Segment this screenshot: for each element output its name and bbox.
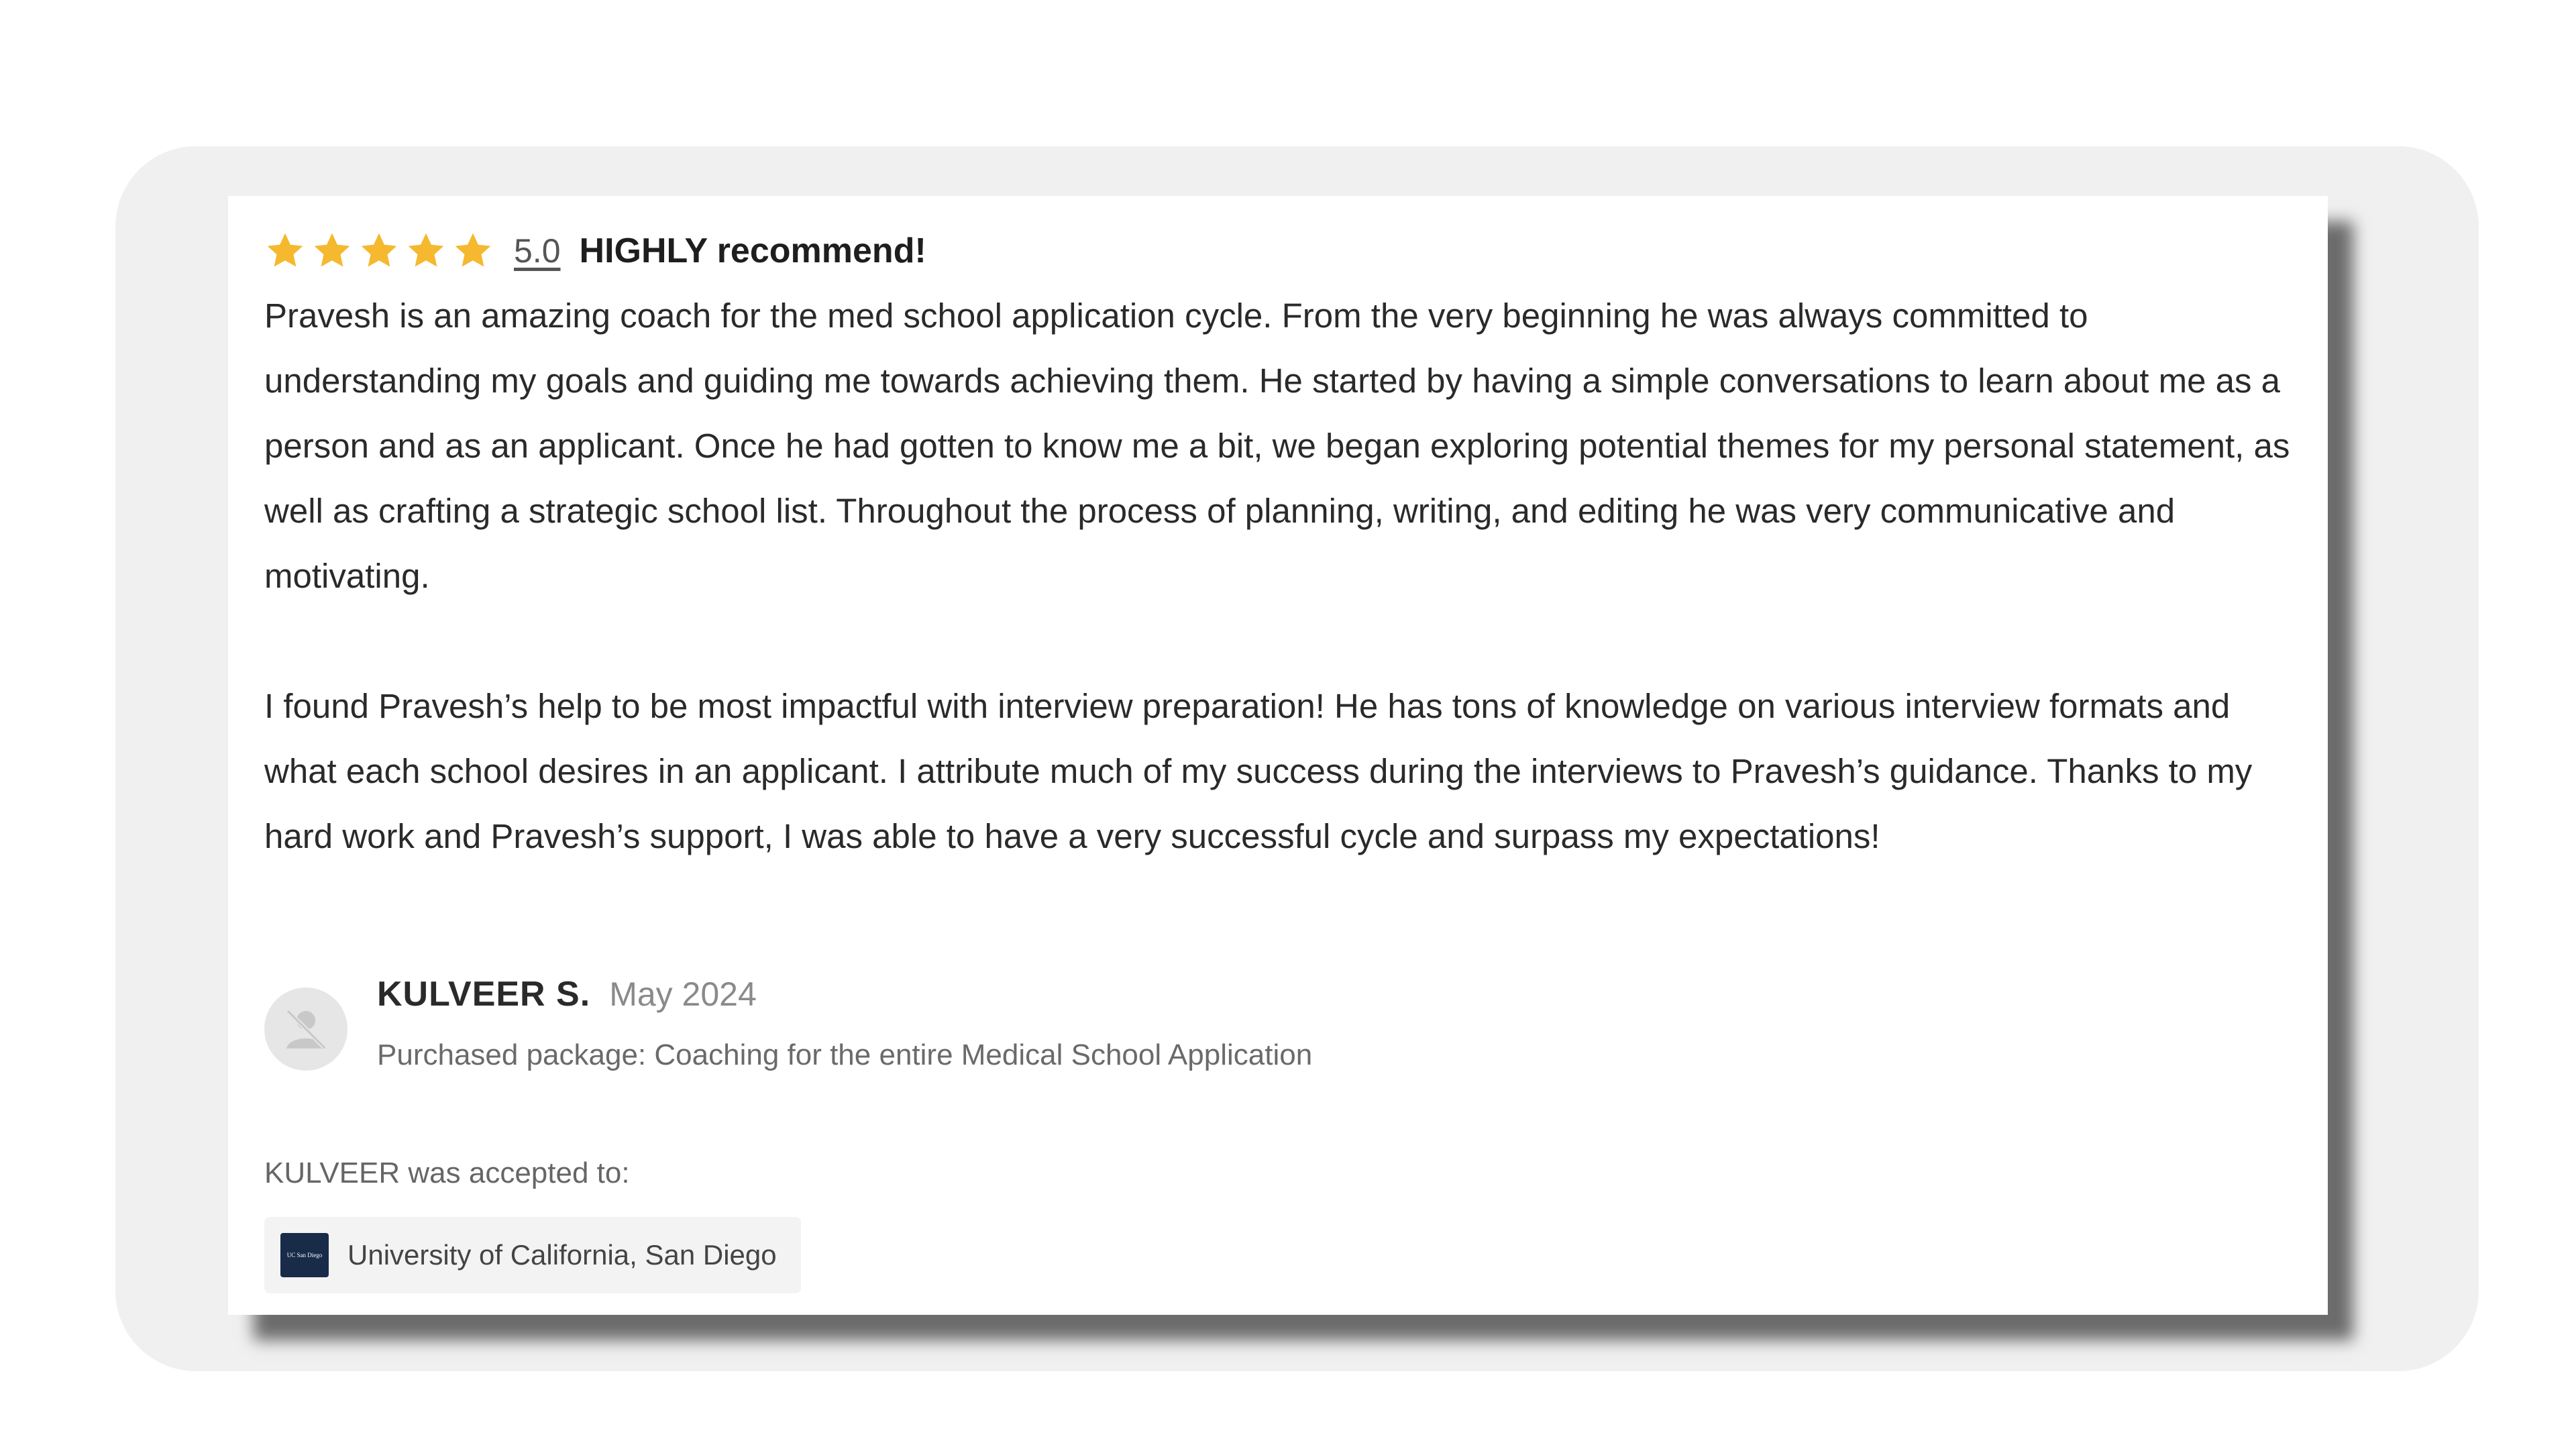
review-paragraph: I found Pravesh’s help to be most impactful with interview preparation! He has tons of knowledge on various interview formats and what each school desires in an applicant. I attribute much of my success during the interviews to Pravesh’s guidance. Thanks to my hard work and Pravesh’s support, I was able to have a very successful cycle and surpass my expectations!	[264, 687, 2253, 855]
star-icon	[358, 230, 400, 272]
star-rating	[264, 230, 494, 272]
school-name: University of California, San Diego	[347, 1239, 777, 1271]
rating-row	[264, 223, 2292, 279]
review-card	[228, 196, 2328, 1315]
review-author	[264, 974, 1312, 1072]
review-date: May 2024	[609, 975, 757, 1013]
star-icon	[311, 230, 353, 272]
star-icon	[264, 230, 306, 272]
school-logo-icon: UC San Diego	[280, 1233, 329, 1277]
author-info	[377, 974, 1312, 1072]
author-name: KULVEER S.	[377, 975, 591, 1014]
star-icon	[405, 230, 447, 272]
review-body	[264, 283, 2292, 869]
user-placeholder-icon	[277, 1000, 335, 1058]
avatar	[264, 987, 347, 1071]
accepted-label: KULVEER was accepted to:	[264, 1157, 630, 1189]
review-paragraph: Pravesh is an amazing coach for the med school application cycle. From the very beginning he was always committed to understanding my goals and guiding me towards achieving them. He started by having a simple conversations to learn about me as a person and as an applicant. Once he had gotten to know me a bit, we began exploring potential themes for my personal statement, as well as crafting a strategic school list. Throughout the process of planning, writing, and editing he was very communicative and motivating.	[264, 297, 2290, 595]
author-name-line	[377, 974, 1312, 1014]
rating-score[interactable]: 5.0	[514, 232, 561, 270]
purchased-package: Purchased package: Coaching for the entire Medical School Application	[377, 1038, 1313, 1071]
school-chip[interactable]	[264, 1217, 801, 1293]
star-icon	[452, 230, 494, 272]
review-headline: HIGHLY recommend!	[579, 231, 926, 270]
